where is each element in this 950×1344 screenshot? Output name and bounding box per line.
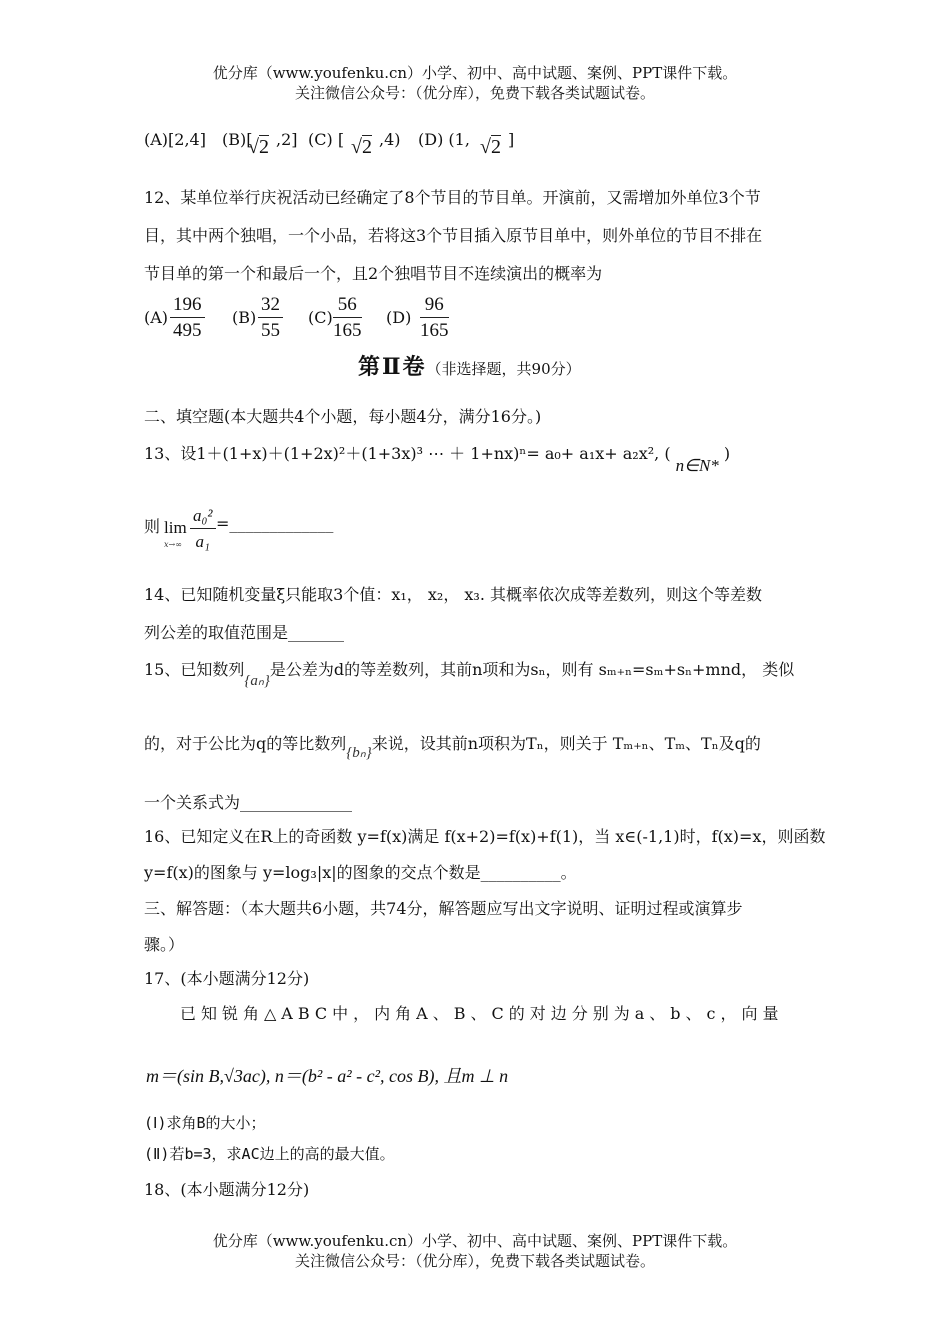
q11-option-d-suffix: ] [508,130,515,149]
page-footer-line2: 关注微信公众号：（优分库），免费下载各类试题试卷。 [294,1252,655,1270]
part2-subtitle: （非选择题，共90分） [426,360,581,378]
section3-line1: 三、解答题：（本大题共6小题，共74分，解答题应写出文字说明、证明过程或演算步 [144,899,743,918]
q17-heading: 17、(本小题满分12分) [144,969,310,988]
q11-option-a: (A)[2,4] [144,130,206,149]
limit-subscript: x→∞ [164,540,182,549]
q14-line1: 14、已知随机变量ξ只能取3个值：x₁， x₂， x₃. 其概率依次成等差数列，则这个等差数 [144,585,763,604]
q14-line2: 列公差的取值范围是_______ [144,623,345,642]
q12-option-c-label: (C) [308,308,333,327]
q12-option-d-label: (D) [386,308,412,327]
sqrt-symbol: √2 [248,136,269,158]
q12-option-b-fraction: $\frac{32}{55}$ [258,293,283,344]
q13-fraction: $\frac{\text{a₀²}}{\text{a₁}}$ [190,504,216,555]
q12-option-c-fraction: $\frac{56}{165}$ [333,294,362,341]
q12-option-b-label: (B) [232,308,257,327]
q11-option-c-suffix: ,4) [379,130,401,149]
sqrt-symbol: √2 [351,136,372,158]
sqrt-symbol: √2 [480,136,501,158]
q15-line2: 的，对于公比为q的等比数列{bₙ}来说，设其前n项积为Tₙ，则关于 Tₘ₊ₙ、Tₘ、Tₙ及q的 [144,734,761,761]
page-header-line2: 关注微信公众号：（优分库），免费下载各类试题试卷。 [294,84,655,102]
q12-option-a-label: (A) [144,308,169,327]
q13-answer-blank: =_____________ [216,514,334,533]
section3-line2: 骤。） [144,935,185,954]
q12-option-d-fraction: $\frac{96}{165}$ [420,294,449,341]
q13-condition: n∈N* [675,456,719,475]
q17-part1: (Ⅰ)求角B的大小； [144,1114,266,1132]
page-header-line1: 优分库（www.youfenku.cn）小学、初中、高中试题、案例、PPT课件下载。 [212,64,738,82]
q12-line2: 目，其中两个独唱，一个小品，若将这3个节目插入原节目单中，则外单位的节目不排在 [144,226,763,245]
q13-then: 则 [144,517,161,536]
q16-line1: 16、已知定义在R上的奇函数 y=f(x)满足 f(x+2)=f(x)+f(1)，当 x∈(-1,1)时，f(x)=x，则函数 [144,827,826,846]
part2-title: 第Ⅱ卷（非选择题，共90分） [358,354,581,380]
sequence-b: {bₙ} [346,745,372,761]
q16-line2: y=f(x)的图象与 y=log₃|x|的图象的交点个数是__________。 [144,863,577,882]
section2-heading: 二、填空题(本大题共4个小题，每小题4分，满分16分。) [144,407,542,426]
q15-line1: 15、已知数列{aₙ}是公差为d的等差数列，其前n项和为sₙ，则有 sₘ₊ₙ=sₘ+sₙ+mnd， 类似 [144,660,795,689]
q15-line3: 一个关系式为______________ [144,793,353,812]
q12-line1: 12、某单位举行庆祝活动已经确定了8个节目的节目单。开演前，又需增加外单位3个节 [144,188,761,207]
q17-statement: 已知锐角△ABC中，内角A、B、C的对边分别为a、b、c，向量 [180,1004,784,1023]
q12-line3: 节目单的第一个和最后一个，且2个独唱节目不连续演出的概率为 [144,264,603,283]
q11-option-d-prefix: (D) (1, [418,130,470,149]
q11-option-b-suffix: ,2] [276,130,298,149]
q18-heading: 18、(本小题满分12分) [144,1180,310,1199]
q17-part2: (Ⅱ)若b=3，求AC边上的高的最大值。 [144,1145,395,1163]
sequence-a: {aₙ} [244,673,270,689]
q12-option-a-fraction: $\frac{196}{495}$ [170,293,205,344]
page-footer-line1: 优分库（www.youfenku.cn）小学、初中、高中试题、案例、PPT课件下载。 [212,1232,738,1250]
limit-symbol: lim [164,518,187,537]
q13-text: 13、设1＋(1+x)＋(1+2x)²＋(1+3x)³ ⋯ ＋ 1+nx)ⁿ= a₀+ a₁x+ a₂x², ( n∈N* ) [144,444,731,475]
q11-option-b-prefix: (B)[ [222,130,253,149]
q11-option-c-prefix: (C) [ [308,130,345,149]
q17-formula: m＝(sin B,√3ac), n＝(b² - a² - c², cos B), 且m ⊥ n [146,1066,509,1086]
